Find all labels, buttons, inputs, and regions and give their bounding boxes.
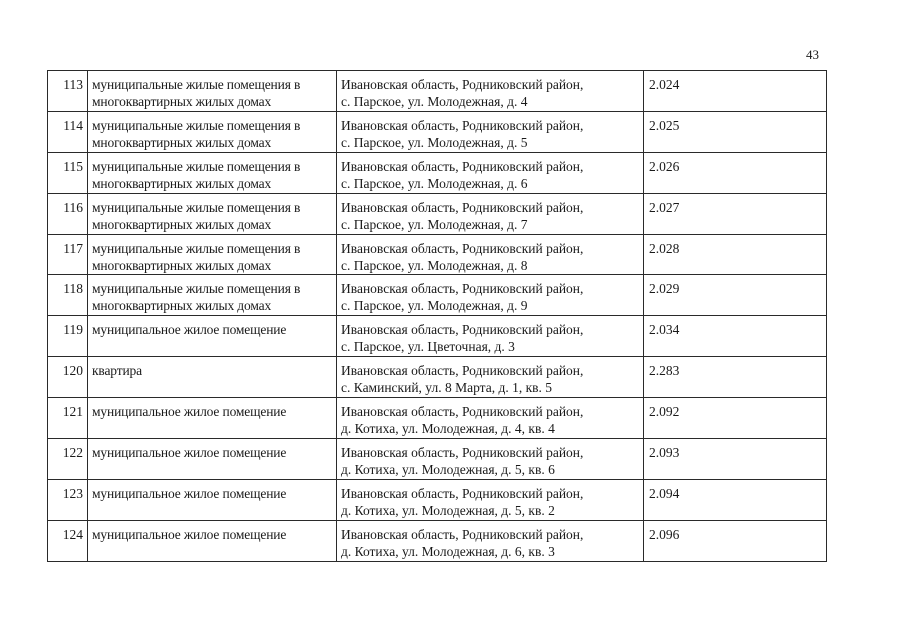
registry-code-cell: 2.026 <box>644 152 827 193</box>
address-line: с. Парское, ул. Молодежная, д. 4 <box>341 94 528 109</box>
address-line: с. Парское, ул. Молодежная, д. 6 <box>341 175 528 191</box>
registry-code-cell: 2.034 <box>644 316 827 357</box>
address-line: д. Котиха, ул. Молодежная, д. 5, кв. 6 <box>341 462 555 478</box>
address-line: с. Парское, ул. Молодежная, д. 9 <box>341 298 528 314</box>
address-line: с. Парское, ул. Молодежная, д. 8 <box>341 257 528 273</box>
object-name-cell <box>88 275 337 316</box>
address-cell <box>337 152 644 193</box>
address-line: Ивановская область, Родниковский район, <box>341 485 584 501</box>
address-cell <box>337 520 644 561</box>
row-number-cell: 115 <box>48 152 88 193</box>
address-line: Ивановская область, Родниковский район, <box>341 363 584 379</box>
table-row <box>48 111 827 152</box>
address-cell <box>337 193 644 234</box>
object-name-line: многоквартирных жилых домах <box>92 298 272 314</box>
table-row <box>48 439 827 480</box>
object-name-line: муниципальные жилые помещения в <box>92 199 301 215</box>
object-name-cell <box>88 234 337 275</box>
address-line: д. Котиха, ул. Молодежная, д. 4, кв. 4 <box>341 421 555 437</box>
address-cell <box>337 479 644 520</box>
object-name-line: муниципальные жилые помещения в <box>92 281 301 297</box>
row-number-cell: 122 <box>48 439 88 480</box>
row-number-cell: 123 <box>48 479 88 520</box>
object-name-cell <box>88 479 337 520</box>
registry-code-cell: 2.093 <box>644 439 827 480</box>
table-row <box>48 275 827 316</box>
object-name-line: муниципальное жилое помещение <box>92 445 287 461</box>
table-row <box>48 398 827 439</box>
address-line: с. Парское, ул. Цветочная, д. 3 <box>341 339 515 355</box>
row-number-cell: 118 <box>48 275 88 316</box>
address-cell <box>337 398 644 439</box>
table-row <box>48 193 827 234</box>
object-name-line: квартира <box>92 363 142 379</box>
object-name-cell <box>88 439 337 480</box>
object-name-cell <box>88 71 337 112</box>
address-line: Ивановская область, Родниковский район, <box>341 77 584 92</box>
address-line: Ивановская область, Родниковский район, <box>341 281 584 297</box>
property-table <box>47 70 827 562</box>
address-cell <box>337 234 644 275</box>
object-name-cell <box>88 193 337 234</box>
row-number-cell: 116 <box>48 193 88 234</box>
object-name-cell <box>88 357 337 398</box>
object-name-line: муниципальные жилые помещения в <box>92 240 301 256</box>
address-line: с. Парское, ул. Молодежная, д. 7 <box>341 216 528 232</box>
row-number-cell: 117 <box>48 234 88 275</box>
address-line: д. Котиха, ул. Молодежная, д. 6, кв. 3 <box>341 543 555 559</box>
object-name-cell <box>88 316 337 357</box>
table-row <box>48 479 827 520</box>
address-line: д. Котиха, ул. Молодежная, д. 5, кв. 2 <box>341 502 555 518</box>
address-line: Ивановская область, Родниковский район, <box>341 526 584 542</box>
table-row <box>48 71 827 112</box>
address-line: Ивановская область, Родниковский район, <box>341 404 584 420</box>
object-name-line: многоквартирных жилых домах <box>92 134 272 150</box>
object-name-line: муниципальное жилое помещение <box>92 526 287 542</box>
address-line: с. Парское, ул. Молодежная, д. 5 <box>341 134 528 150</box>
registry-code-cell: 2.028 <box>644 234 827 275</box>
object-name-line: муниципальные жилые помещения в <box>92 158 301 174</box>
registry-code-cell: 2.025 <box>644 111 827 152</box>
address-cell <box>337 439 644 480</box>
row-number-cell: 119 <box>48 316 88 357</box>
row-number-cell: 121 <box>48 398 88 439</box>
object-name-line: муниципальные жилые помещения в <box>92 117 301 133</box>
address-cell <box>337 71 644 112</box>
registry-code-cell: 2.029 <box>644 275 827 316</box>
object-name-cell <box>88 520 337 561</box>
address-line: Ивановская область, Родниковский район, <box>341 199 584 215</box>
address-line: Ивановская область, Родниковский район, <box>341 240 584 256</box>
row-number-cell: 124 <box>48 520 88 561</box>
address-cell <box>337 357 644 398</box>
object-name-line: муниципальное жилое помещение <box>92 322 287 338</box>
object-name-line: муниципальные жилые помещения в <box>92 77 301 92</box>
address-line: Ивановская область, Родниковский район, <box>341 445 584 461</box>
address-line: Ивановская область, Родниковский район, <box>341 117 584 133</box>
row-number-cell: 120 <box>48 357 88 398</box>
page-number: 43 <box>806 47 819 62</box>
registry-code-cell: 2.092 <box>644 398 827 439</box>
registry-code-cell: 2.283 <box>644 357 827 398</box>
object-name-line: муниципальное жилое помещение <box>92 404 287 420</box>
registry-code-cell: 2.024 <box>644 71 827 112</box>
address-line: с. Каминский, ул. 8 Марта, д. 1, кв. 5 <box>341 380 552 396</box>
object-name-line: многоквартирных жилых домах <box>92 257 272 273</box>
registry-code-cell: 2.094 <box>644 479 827 520</box>
address-line: Ивановская область, Родниковский район, <box>341 322 584 338</box>
object-name-cell <box>88 398 337 439</box>
object-name-line: многоквартирных жилых домах <box>92 216 272 232</box>
row-number-cell: 114 <box>48 111 88 152</box>
address-line: Ивановская область, Родниковский район, <box>341 158 584 174</box>
object-name-cell <box>88 152 337 193</box>
object-name-line: многоквартирных жилых домах <box>92 175 272 191</box>
table-row <box>48 357 827 398</box>
object-name-line: многоквартирных жилых домах <box>92 94 272 109</box>
address-cell <box>337 111 644 152</box>
address-cell <box>337 275 644 316</box>
row-number-cell: 113 <box>48 71 88 112</box>
table-row <box>48 234 827 275</box>
table-row <box>48 152 827 193</box>
registry-code-cell: 2.096 <box>644 520 827 561</box>
object-name-cell <box>88 111 337 152</box>
address-cell <box>337 316 644 357</box>
registry-code-cell: 2.027 <box>644 193 827 234</box>
object-name-line: муниципальное жилое помещение <box>92 485 287 501</box>
table-row <box>48 520 827 561</box>
table-row <box>48 316 827 357</box>
